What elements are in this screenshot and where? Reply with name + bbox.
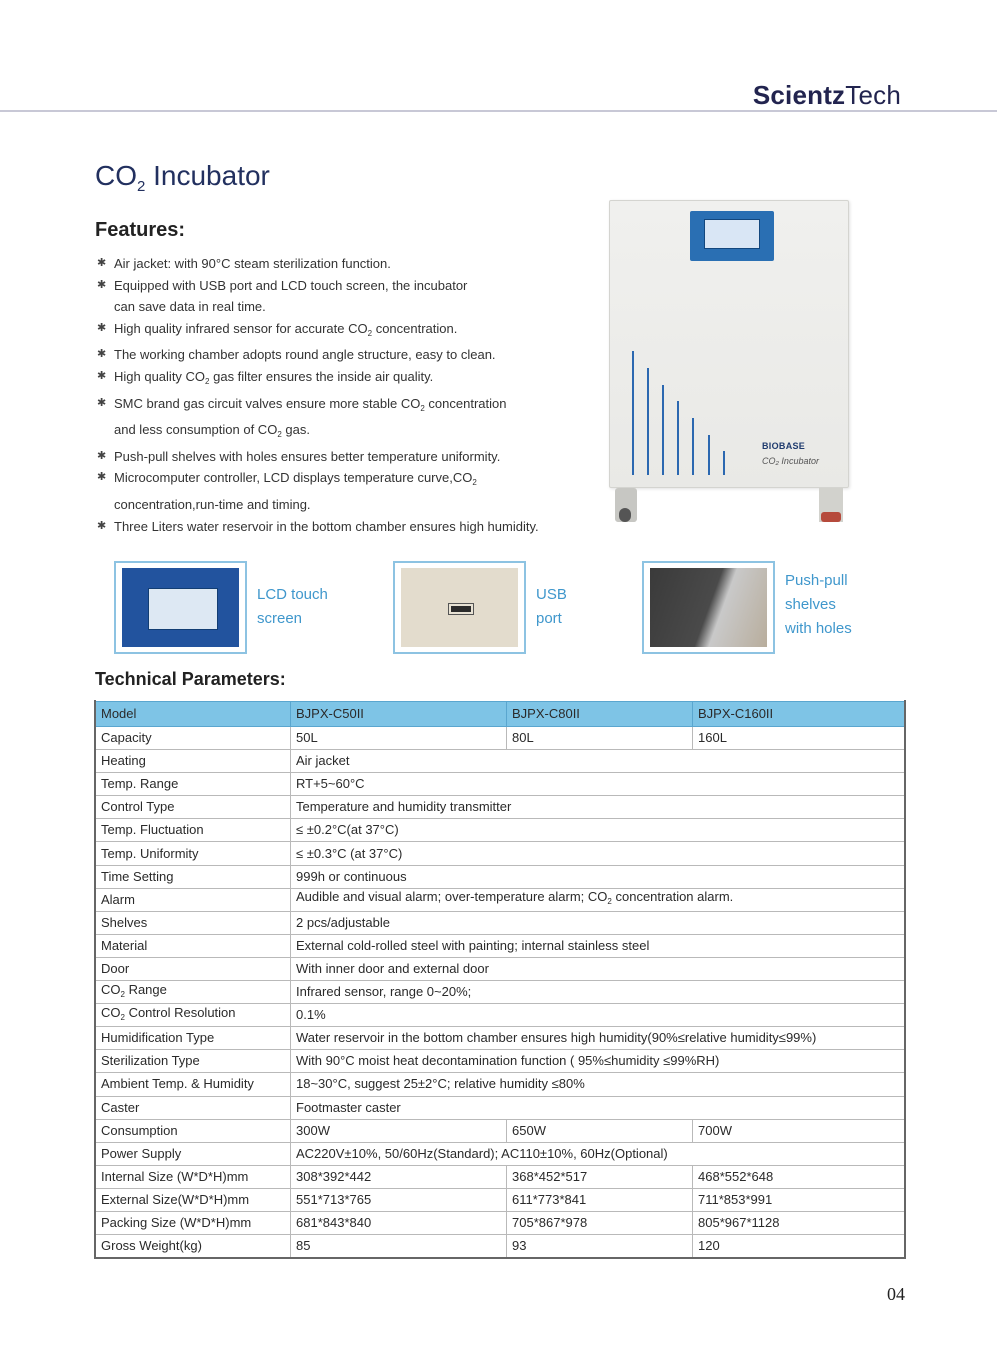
row-label: Power Supply [96, 1142, 291, 1165]
caster-wheel [615, 488, 637, 522]
shelves-photo [650, 568, 767, 647]
cell: 85 [291, 1235, 507, 1258]
lcd-screen [704, 219, 760, 249]
feature-item [97, 253, 597, 275]
feature-text: Three Liters water reservoir in the bottom chamber ensures high humidity. [114, 518, 539, 534]
decor-stripe [723, 451, 725, 475]
row-label: Heating [96, 750, 291, 773]
features-list [97, 253, 597, 537]
table-row [96, 1211, 905, 1234]
thumbnail-caption-usb [536, 583, 567, 631]
row-label: Sterilization Type [96, 1050, 291, 1073]
spec-table [95, 701, 905, 1258]
label-text: Range [124, 981, 167, 997]
header-cell: BJPX-C160II [693, 702, 905, 727]
row-label: Capacity [96, 727, 291, 750]
cell: 80L [507, 727, 693, 750]
cell: Air jacket [291, 750, 905, 773]
tech-params-heading: Technical Parameters: [95, 669, 286, 689]
decor-stripe [647, 368, 649, 475]
cell: 468*552*648 [693, 1165, 905, 1188]
table-row [96, 796, 905, 819]
page-title [95, 160, 270, 195]
caption-line: screen [257, 610, 303, 627]
feature-text: Equipped with USB port and LCD touch screen, the incubator [114, 277, 468, 293]
table-row [96, 842, 905, 865]
feature-item [97, 344, 597, 366]
table-row [96, 1188, 905, 1211]
row-label: Packing Size (W*D*H)mm [96, 1211, 291, 1234]
leveling-foot [819, 488, 843, 522]
caption-line: port [536, 610, 562, 627]
lcd-photo [122, 568, 239, 647]
usb-port-icon [449, 604, 473, 614]
title-suffix: Incubator [145, 160, 270, 191]
decor-stripe [632, 351, 634, 475]
row-label: Time Setting [96, 865, 291, 888]
cell: 700W [693, 1119, 905, 1142]
feature-text-cont: gas. [281, 422, 310, 438]
header-cell: BJPX-C50II [291, 702, 507, 727]
feature-item [97, 275, 597, 318]
table-row [96, 1004, 905, 1027]
table-row [96, 1165, 905, 1188]
row-label: Humidification Type [96, 1027, 291, 1050]
thumbnail-caption-lcd [257, 583, 328, 631]
cell: With 90°C moist heat decontamination function ( 95%≤humidity ≤99%RH) [291, 1050, 905, 1073]
feature-text: SMC brand gas circuit valves ensure more stable CO [114, 395, 421, 411]
subscript: 2 [120, 989, 125, 999]
feature-text-cont: and less consumption of CO [114, 422, 278, 438]
table-row [96, 957, 905, 980]
feature-text: High quality CO [114, 368, 206, 384]
feature-item [97, 446, 597, 468]
brand-logo [753, 80, 901, 111]
subscript: 2 [205, 376, 210, 386]
cell: 0.1% [291, 1004, 905, 1027]
table-row [96, 819, 905, 842]
row-label: Temp. Fluctuation [96, 819, 291, 842]
cell: Water reservoir in the bottom chamber ensures high humidity(90%≤relative humidity≤99%) [291, 1027, 905, 1050]
subscript: 2 [120, 1012, 125, 1022]
table-row [96, 934, 905, 957]
cell: Footmaster caster [291, 1096, 905, 1119]
decor-stripe [677, 401, 679, 475]
thumbnail-push-pull-shelves [642, 561, 775, 654]
feature-text: The working chamber adopts round angle structure, easy to clean. [114, 347, 496, 363]
cell: 368*452*517 [507, 1165, 693, 1188]
control-panel [690, 211, 774, 261]
label-text: Control Resolution [124, 1004, 236, 1020]
subscript: 2 [607, 897, 612, 907]
cell: 120 [693, 1235, 905, 1258]
cell: 551*713*765 [291, 1188, 507, 1211]
cell: Temperature and humidity transmitter [291, 796, 905, 819]
incubator-cabinet [609, 200, 849, 488]
table-row [96, 1096, 905, 1119]
row-label: Ambient Temp. & Humidity [96, 1073, 291, 1096]
cell: Infrared sensor, range 0~20%; [291, 981, 905, 1004]
page-number: 04 [887, 1284, 905, 1304]
cell-text: Audible and visual alarm; over-temperature alarm; CO [296, 889, 608, 905]
decor-stripe [692, 418, 694, 475]
caption-line: LCD touch [257, 586, 328, 603]
table-row [96, 1142, 905, 1165]
cell: 308*392*442 [291, 1165, 507, 1188]
caption-line: Push-pull [785, 572, 848, 589]
cell: 50L [291, 727, 507, 750]
table-row [96, 773, 905, 796]
table-row [96, 1235, 905, 1258]
decor-stripe [662, 385, 664, 475]
cell: 93 [507, 1235, 693, 1258]
feature-text: Microcomputer controller, LCD displays temperature curve,CO [114, 470, 473, 486]
brand-logo-light: Tech [845, 80, 901, 110]
feature-text-cont: can save data in real time. [114, 299, 266, 315]
feature-text: gas filter ensures the inside air quality. [209, 368, 434, 384]
subscript: 2 [420, 403, 425, 413]
feature-text: Air jacket: with 90°C steam sterilization function. [114, 256, 391, 271]
caption-line: with holes [785, 620, 852, 637]
table-row [96, 750, 905, 773]
cell: ≤ ±0.2°C(at 37°C) [291, 819, 905, 842]
table-row [96, 1073, 905, 1096]
cell: 160L [693, 727, 905, 750]
row-label: Caster [96, 1096, 291, 1119]
table-row [96, 1119, 905, 1142]
row-label: Alarm [96, 888, 291, 911]
feature-item [97, 467, 597, 515]
cell: 999h or continuous [291, 865, 905, 888]
feature-item [97, 393, 597, 446]
table-row [96, 1050, 905, 1073]
features-heading: Features: [95, 219, 186, 241]
table-row [96, 911, 905, 934]
row-label: External Size(W*D*H)mm [96, 1188, 291, 1211]
cell: 300W [291, 1119, 507, 1142]
feature-text: Push-pull shelves with holes ensures better temperature uniformity. [114, 448, 501, 464]
feature-text: High quality infrared sensor for accurate CO [114, 320, 368, 336]
feature-item [97, 366, 597, 393]
header-cell: BJPX-C80II [507, 702, 693, 727]
cell: 2 pcs/adjustable [291, 911, 905, 934]
row-label [96, 981, 291, 1004]
table-row [96, 1027, 905, 1050]
row-label: Internal Size (W*D*H)mm [96, 1165, 291, 1188]
thumbnail-caption-shelves [785, 569, 852, 641]
cell: AC220V±10%, 50/60Hz(Standard); AC110±10%, 60Hz(Optional) [291, 1142, 905, 1165]
cell: 611*773*841 [507, 1188, 693, 1211]
product-model-label: CO₂ Incubator [762, 456, 819, 466]
feature-text-cont: concentration,run-time and timing. [114, 496, 311, 512]
table-row [96, 865, 905, 888]
cell-text: concentration alarm. [611, 889, 734, 905]
decor-stripe [708, 435, 710, 475]
label-text: CO [101, 1004, 121, 1020]
cell: 18~30°C, suggest 25±2°C; relative humidity ≤80% [291, 1073, 905, 1096]
row-label: Material [96, 934, 291, 957]
row-label: Door [96, 957, 291, 980]
thumbnail-usb-port [393, 561, 526, 654]
subscript: 2 [472, 478, 477, 488]
cell: 681*843*840 [291, 1211, 507, 1234]
cell: 711*853*991 [693, 1188, 905, 1211]
subscript: 2 [277, 430, 282, 440]
brand-logo-bold: Scientz [752, 80, 846, 110]
cell: With inner door and external door [291, 957, 905, 980]
table-row [96, 727, 905, 750]
row-label: Shelves [96, 911, 291, 934]
product-brand-label: BIOBASE [762, 441, 806, 451]
row-label [96, 1004, 291, 1027]
cell: 705*867*978 [507, 1211, 693, 1234]
subscript: 2 [367, 328, 373, 338]
cell: External cold-rolled steel with painting; internal stainless steel [291, 934, 905, 957]
label-text: CO [101, 981, 121, 997]
cell [291, 888, 905, 911]
thumbnail-lcd-touch-screen [114, 561, 247, 654]
title-prefix: CO [95, 160, 137, 191]
row-label: Temp. Uniformity [96, 842, 291, 865]
cell: 805*967*1128 [693, 1211, 905, 1234]
table-header-row [96, 702, 905, 727]
lcd-screen-icon [148, 588, 218, 630]
header-divider [0, 110, 997, 112]
title-subscript: 2 [137, 178, 146, 195]
table-row [96, 981, 905, 1004]
row-label: Temp. Range [96, 773, 291, 796]
feature-text: concentration [424, 395, 507, 411]
caption-line: USB [536, 586, 567, 603]
feature-text: concentration. [372, 320, 458, 336]
cell: 650W [507, 1119, 693, 1142]
cell: RT+5~60°C [291, 773, 905, 796]
cell: ≤ ±0.3°C (at 37°C) [291, 842, 905, 865]
usb-photo [401, 568, 518, 647]
row-label: Control Type [96, 796, 291, 819]
row-label: Consumption [96, 1119, 291, 1142]
feature-item [97, 318, 597, 345]
table-row [96, 888, 905, 911]
row-label: Gross Weight(kg) [96, 1235, 291, 1258]
feature-item [97, 516, 597, 538]
caption-line: shelves [785, 596, 836, 613]
product-image-incubator [609, 200, 849, 525]
header-cell: Model [96, 702, 291, 727]
